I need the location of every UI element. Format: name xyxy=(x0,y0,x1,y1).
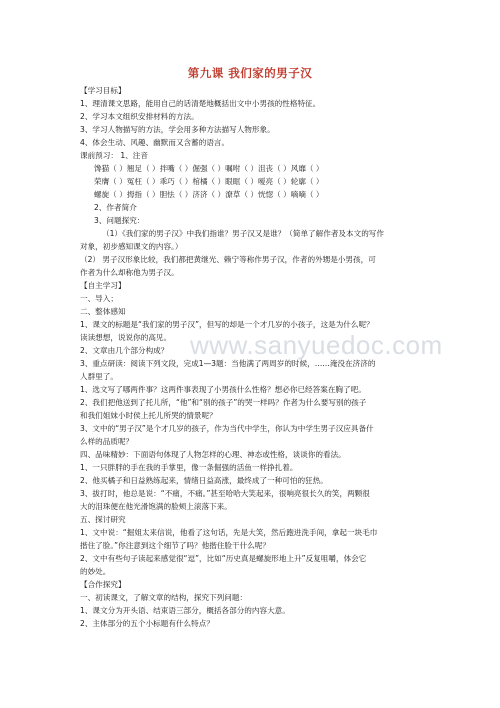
text-line: 4、体会生动、风趣、幽默而又含蓄的语言。 xyxy=(80,138,230,147)
text-line: 1、理清课文思路，能用自己的话清楚地概括出文中小男孩的性格特征。 xyxy=(80,99,321,108)
text-line: 3、重点研读：阅读下列文段，完成1—3题：当他满了两周岁的时候，……淹没在济济的 xyxy=(80,359,376,368)
text-line: 1、选文写了哪两件事？这两件事表现了小男孩什么性格？想必你已经答案在胸了吧。 xyxy=(80,385,366,394)
pinyin-row: 螺旋（ ）拇指（ ）胆怯（ ）济济（ ）潦草（ ）恍惚（ ）嘀嘀（ ） xyxy=(94,190,324,199)
text-line: 3、问题探究： xyxy=(94,216,145,225)
text-line: 读读想想，说说你的高见。 xyxy=(80,333,172,342)
section-heading: 【合作探究】 xyxy=(80,580,126,589)
text-line: 大的泪珠便在他光滑饱满的脸颊上滚落下来。 xyxy=(80,502,232,511)
text-line: 2、我们把他送到了托儿所，“他”和“别的孩子”的哭一样吗？作者为什么要写别的孩子 xyxy=(80,398,367,407)
text-line: 2、主体部分的五个小标题有什么特点？ xyxy=(80,619,214,628)
pinyin-row: 馋猫（ ）翘足（ ）拌嘴（ ）倔强（ ）嘱咐（ ）沮丧（ ）风靡（ ） xyxy=(94,164,324,173)
text-line: 一、导入； xyxy=(80,294,118,303)
text-line: 一、初读课文，了解文章的结构，探究下列问题： xyxy=(80,593,248,602)
text-line: 四、品味精妙：下面语句体现了人物怎样的心理、神态或性格，谈谈你的看法。 xyxy=(80,450,346,459)
section-heading: 【学习目标】 xyxy=(80,86,126,95)
text-line: 2、文中有些句子读起来感觉很“逗”，比如“历史真是螺旋形地上升”反复咀嚼，体会它 xyxy=(80,554,367,563)
text-line: 作者为什么却称他为男子汉。 xyxy=(80,268,179,277)
text-line: 2、文章由几个部分构成？ xyxy=(80,346,169,355)
text-line: 3、学习人物描写的方法，学会用多种方法描写人物形象。 xyxy=(80,125,275,134)
watermark-text: www.sanyuedoc.com xyxy=(190,330,443,360)
text-line: 的妙处。 xyxy=(80,567,111,576)
text-line: 1、一只胖胖的手在我的手掌里，像一条倔强的活鱼一样挣扎着。 xyxy=(80,463,298,472)
text-line: 2、学习本文组织安排材料的方法。 xyxy=(80,112,199,121)
text-line: 2、作者简介 xyxy=(94,203,137,212)
text-line: 二、整体感知 xyxy=(80,307,126,316)
text-line: 3、拔打时，他总是说：“不痛，不痛。”甚至哈哈大笑起来，很响亮很长久的笑，两颗很 xyxy=(80,489,370,498)
text-line: 课前预习： 1、注音 xyxy=(80,151,148,160)
section-heading: 【自主学习】 xyxy=(80,281,126,290)
text-line: 2、他买橘子和日益熟练起来，情绪日益高涨，最终成了一种可怕的狂热。 xyxy=(80,476,328,485)
text-line: 和我们姐妹小时侯上托儿所哭的情景呢？ xyxy=(80,411,217,420)
text-line: 1、课文分为开头语、结束语三部分，概括各部分的内容大意。 xyxy=(80,606,290,615)
text-line: 么样的品质呢？ xyxy=(80,437,134,446)
text-line: 五、探讨研究 xyxy=(80,515,126,524)
text-line: （1）《我们家的男子汉》中我们指谁？男子汉又是谁？（简单了解作者及本文的写作 xyxy=(102,229,384,238)
text-line: 1、文中说：“掘姐太来信说，他看了这句话，先是大笑，然后跑进洗手间，拿起一块毛巾 xyxy=(80,528,378,537)
document-body xyxy=(80,84,430,630)
text-line: 人群里了。 xyxy=(80,372,118,381)
pinyin-row: 荣膺（ ）冤枉（ ）乖巧（ ）棺橘（ ）眼眶（ ）嗳亮（ ）轮廓（ ） xyxy=(94,177,324,186)
text-line: （2） 男子汉形象比较，我们都把黄继光、赖宁等称作男子汉，作者的外甥是小男孩，可 xyxy=(80,255,376,264)
text-line: 对象，初步感知课文的内容。） xyxy=(80,242,183,251)
text-line: 揩住了脸。”你注意到这个细节了吗？他揩住脸干什么呢？ xyxy=(80,541,270,550)
page-title: 第九课 我们家的男子汉 xyxy=(187,66,313,80)
text-line: 1、课文的标题是“我们家的男子汉”，但写的却是一个才几岁的小孩子，这是为什么呢？ xyxy=(80,320,374,329)
text-line: 3、文中的“男子汉”是个才几岁的孩子，作为当代中学生，你认为中学生男子汉应具备什 xyxy=(80,424,374,433)
